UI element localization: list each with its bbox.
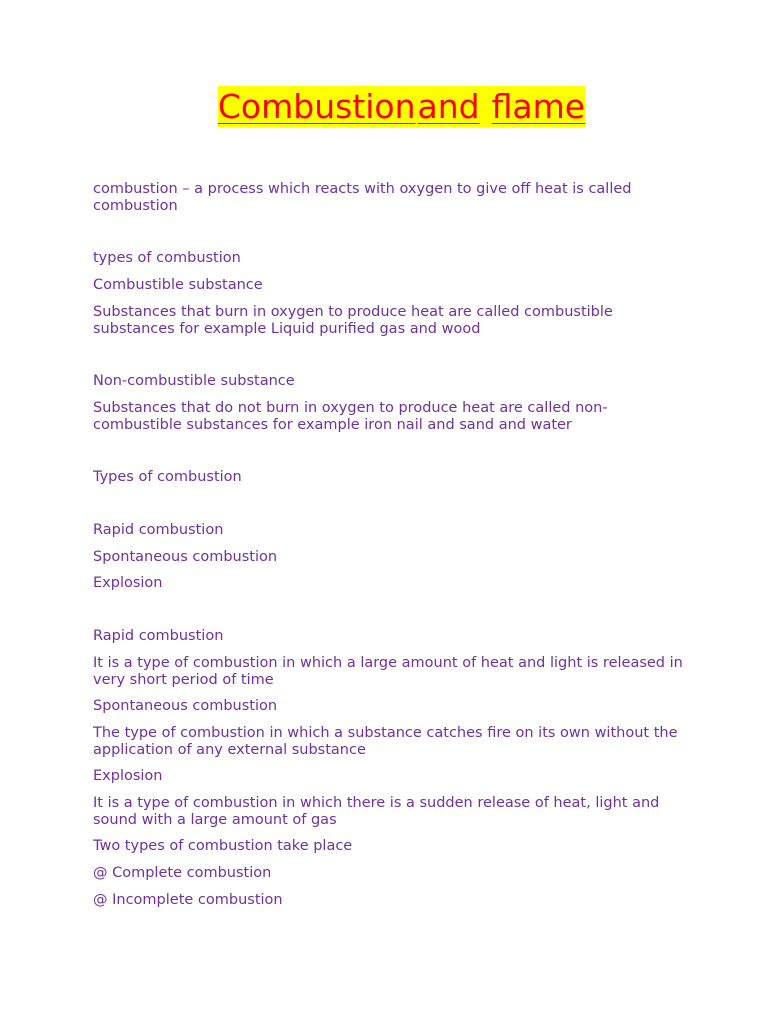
title-highlight-gap <box>480 86 492 127</box>
section-heading: types of combustion <box>93 250 241 267</box>
definition-paragraph: It is a type of combustion in which a large amount of heat and light is released in very short period of time <box>93 654 683 688</box>
list-item: Spontaneous combustion <box>93 548 278 565</box>
definition-paragraph: Substances that burn in oxygen to produce heat are called combustible substances for example Liquid purified gas and wood <box>93 303 613 337</box>
subheading: Spontaneous combustion <box>93 698 278 715</box>
subheading: Non-combustible substance <box>93 373 295 390</box>
page-title <box>0 86 768 127</box>
section-heading: Types of combustion <box>93 469 242 486</box>
title-word-and: and <box>417 87 480 126</box>
subheading: Rapid combustion <box>93 628 224 645</box>
section-heading: Two types of combustion take place <box>93 838 353 855</box>
subheading: Explosion <box>93 768 163 785</box>
document-body <box>93 181 683 909</box>
definition-paragraph: combustion – a process which reacts with oxygen to give off heat is called combustion <box>93 181 632 214</box>
definition-paragraph: It is a type of combustion in which there is a sudden release of heat, light and sound with a large amount of gas <box>93 795 660 828</box>
subheading: Combustible substance <box>93 277 263 294</box>
title-word-combustion: Combustion <box>217 87 416 126</box>
list-item: @ Incomplete combustion <box>93 891 283 908</box>
definition-paragraph: Substances that do not burn in oxygen to produce heat are called non-combustible substances for example iron nail and sand and water <box>93 399 608 433</box>
definition-paragraph: The type of combustion in which a substance catches fire on its own without the application of any external substance <box>93 724 678 758</box>
list-item: @ Complete combustion <box>93 865 272 882</box>
list-item: Rapid combustion <box>93 522 224 539</box>
list-item: Explosion <box>93 575 163 592</box>
title-word-flame: flame <box>491 87 586 126</box>
